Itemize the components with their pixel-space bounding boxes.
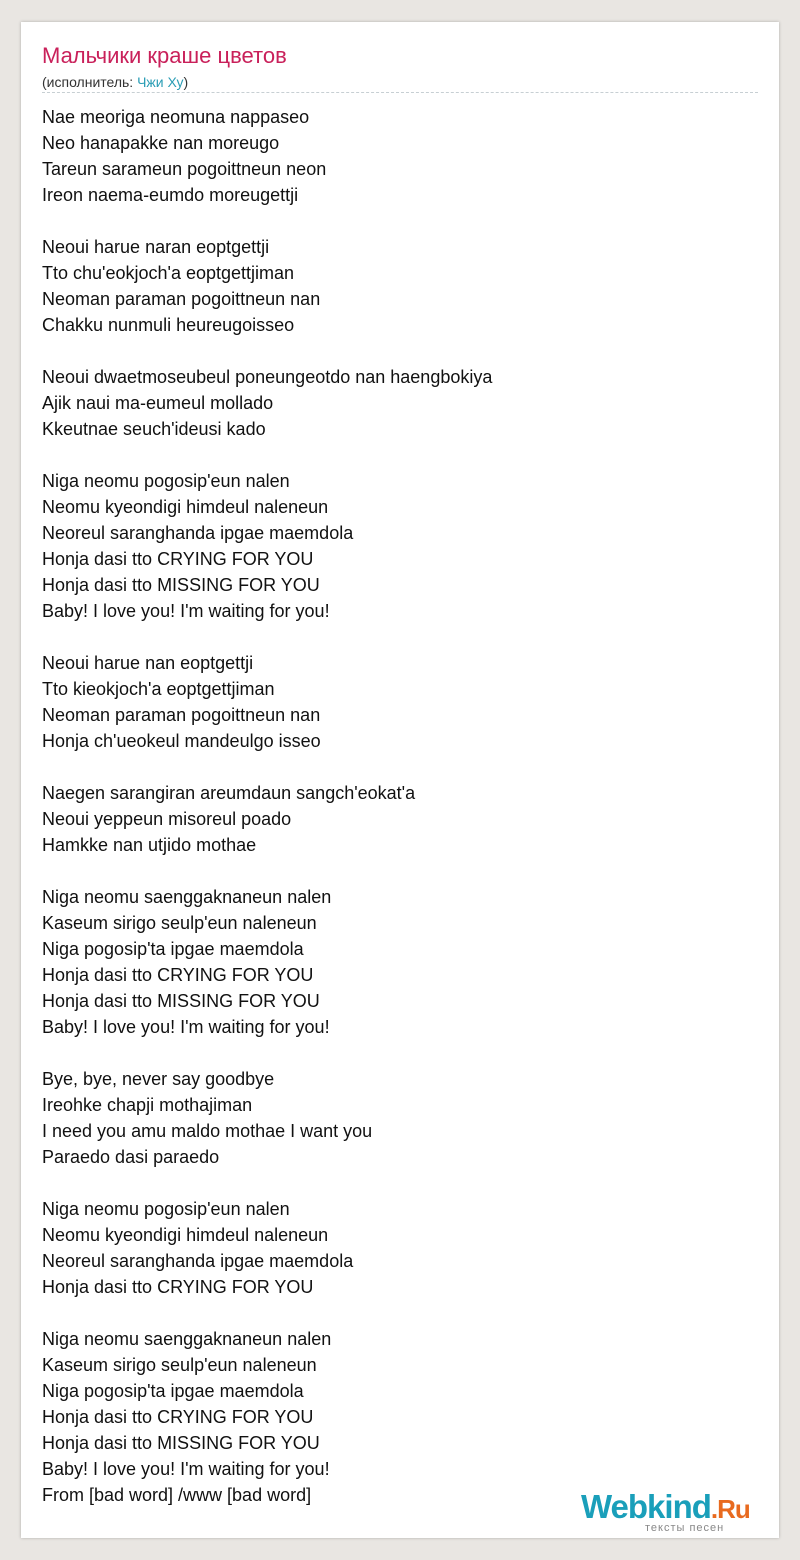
lyric-line: Paraedo dasi paraedo: [42, 1147, 220, 1167]
lyric-line: Kaseum sirigo seulp'eun naleneun: [42, 913, 317, 933]
lyric-line: Neomu kyeondigi himdeul naleneun: [42, 497, 329, 517]
lyric-line: Neoreul saranghanda ipgae maemdola: [42, 523, 354, 543]
lyric-line: Tareun sarameun pogoittneun neon: [42, 159, 327, 179]
lyric-line: Niga neomu saenggaknaneun nalen: [42, 887, 332, 907]
lyric-line: Honja dasi tto CRYING FOR YOU: [42, 549, 314, 569]
artist-suffix: ): [183, 74, 189, 90]
lyric-line: Ireohke chapji mothajiman: [42, 1095, 253, 1115]
lyric-line: Honja dasi tto CRYING FOR YOU: [42, 1277, 314, 1297]
lyric-line: Hamkke nan utjido mothae: [42, 835, 257, 855]
lyric-line: Baby! I love you! I'm waiting for you!: [42, 601, 330, 621]
lyric-line: Niga neomu pogosip'eun nalen: [42, 1199, 290, 1219]
lyric-line: Neoman paraman pogoittneun nan: [42, 705, 321, 725]
lyric-line: Neoui dwaetmoseubeul poneungeotdo nan haengbokiya: [42, 367, 493, 387]
artist-line: [42, 73, 188, 91]
stanza-break: [42, 858, 758, 884]
lyric-line: I need you amu maldo mothae I want you: [42, 1121, 373, 1141]
stanza-break: [42, 208, 758, 234]
title-divider: [42, 92, 758, 93]
lyric-line: Niga pogosip'ta ipgae maemdola: [42, 1381, 304, 1401]
logo-brand: Webkind: [581, 1488, 711, 1525]
stanza-break: [42, 1040, 758, 1066]
lyric-line: Honja dasi tto CRYING FOR YOU: [42, 1407, 314, 1427]
song-title: Мальчики краше цветов: [42, 43, 287, 68]
lyric-line: Honja dasi tto CRYING FOR YOU: [42, 965, 314, 985]
lyric-line: Ajik naui ma-eumeul mollado: [42, 393, 274, 413]
lyric-line: Honja dasi tto MISSING FOR YOU: [42, 1433, 320, 1453]
lyric-line: Ireon naema-eumdo moreugettji: [42, 185, 299, 205]
lyrics-text: [42, 104, 758, 1508]
webkind-logo[interactable]: [581, 1488, 773, 1532]
lyric-line: Baby! I love you! I'm waiting for you!: [42, 1459, 330, 1479]
lyric-line: From [bad word] /www [bad word]: [42, 1485, 312, 1505]
lyric-line: Neoui harue nan eoptgettji: [42, 653, 254, 673]
logo-tld: .Ru: [710, 1494, 750, 1524]
lyric-line: Neomu kyeondigi himdeul naleneun: [42, 1225, 329, 1245]
stanza-break: [42, 624, 758, 650]
artist-prefix: (исполнитель:: [42, 74, 138, 90]
lyric-line: Neoui yeppeun misoreul poado: [42, 809, 292, 829]
lyric-line: Neoui harue naran eoptgettji: [42, 237, 270, 257]
lyric-line: Nae meoriga neomuna nappaseo: [42, 107, 310, 127]
lyric-line: Honja ch'ueokeul mandeulgo isseo: [42, 731, 321, 751]
lyric-line: Kaseum sirigo seulp'eun naleneun: [42, 1355, 317, 1375]
lyric-line: Honja dasi tto MISSING FOR YOU: [42, 991, 320, 1011]
logo-tagline: тексты песен: [645, 1522, 725, 1534]
lyric-line: Chakku nunmuli heureugoisseo: [42, 315, 295, 335]
stanza-break: [42, 338, 758, 364]
lyric-line: Honja dasi tto MISSING FOR YOU: [42, 575, 320, 595]
lyric-line: Baby! I love you! I'm waiting for you!: [42, 1017, 330, 1037]
stanza-break: [42, 1300, 758, 1326]
stanza-break: [42, 1170, 758, 1196]
artist-link[interactable]: Чжи Ху: [137, 74, 184, 90]
lyric-line: Neoreul saranghanda ipgae maemdola: [42, 1251, 354, 1271]
lyric-line: Tto kieokjoch'a eoptgettjiman: [42, 679, 275, 699]
lyric-line: Naegen sarangiran areumdaun sangch'eokat'a: [42, 783, 416, 803]
lyric-line: Kkeutnae seuch'ideusi kado: [42, 419, 266, 439]
lyric-line: Neo hanapakke nan moreugo: [42, 133, 280, 153]
lyric-line: Niga pogosip'ta ipgae maemdola: [42, 939, 304, 959]
lyric-line: Niga neomu pogosip'eun nalen: [42, 471, 290, 491]
lyric-line: Tto chu'eokjoch'a eoptgettjiman: [42, 263, 295, 283]
stanza-break: [42, 442, 758, 468]
lyric-line: Neoman paraman pogoittneun nan: [42, 289, 321, 309]
lyric-line: Niga neomu saenggaknaneun nalen: [42, 1329, 332, 1349]
lyrics-card: [21, 22, 779, 1538]
lyric-line: Bye, bye, never say goodbye: [42, 1069, 275, 1089]
stanza-break: [42, 754, 758, 780]
